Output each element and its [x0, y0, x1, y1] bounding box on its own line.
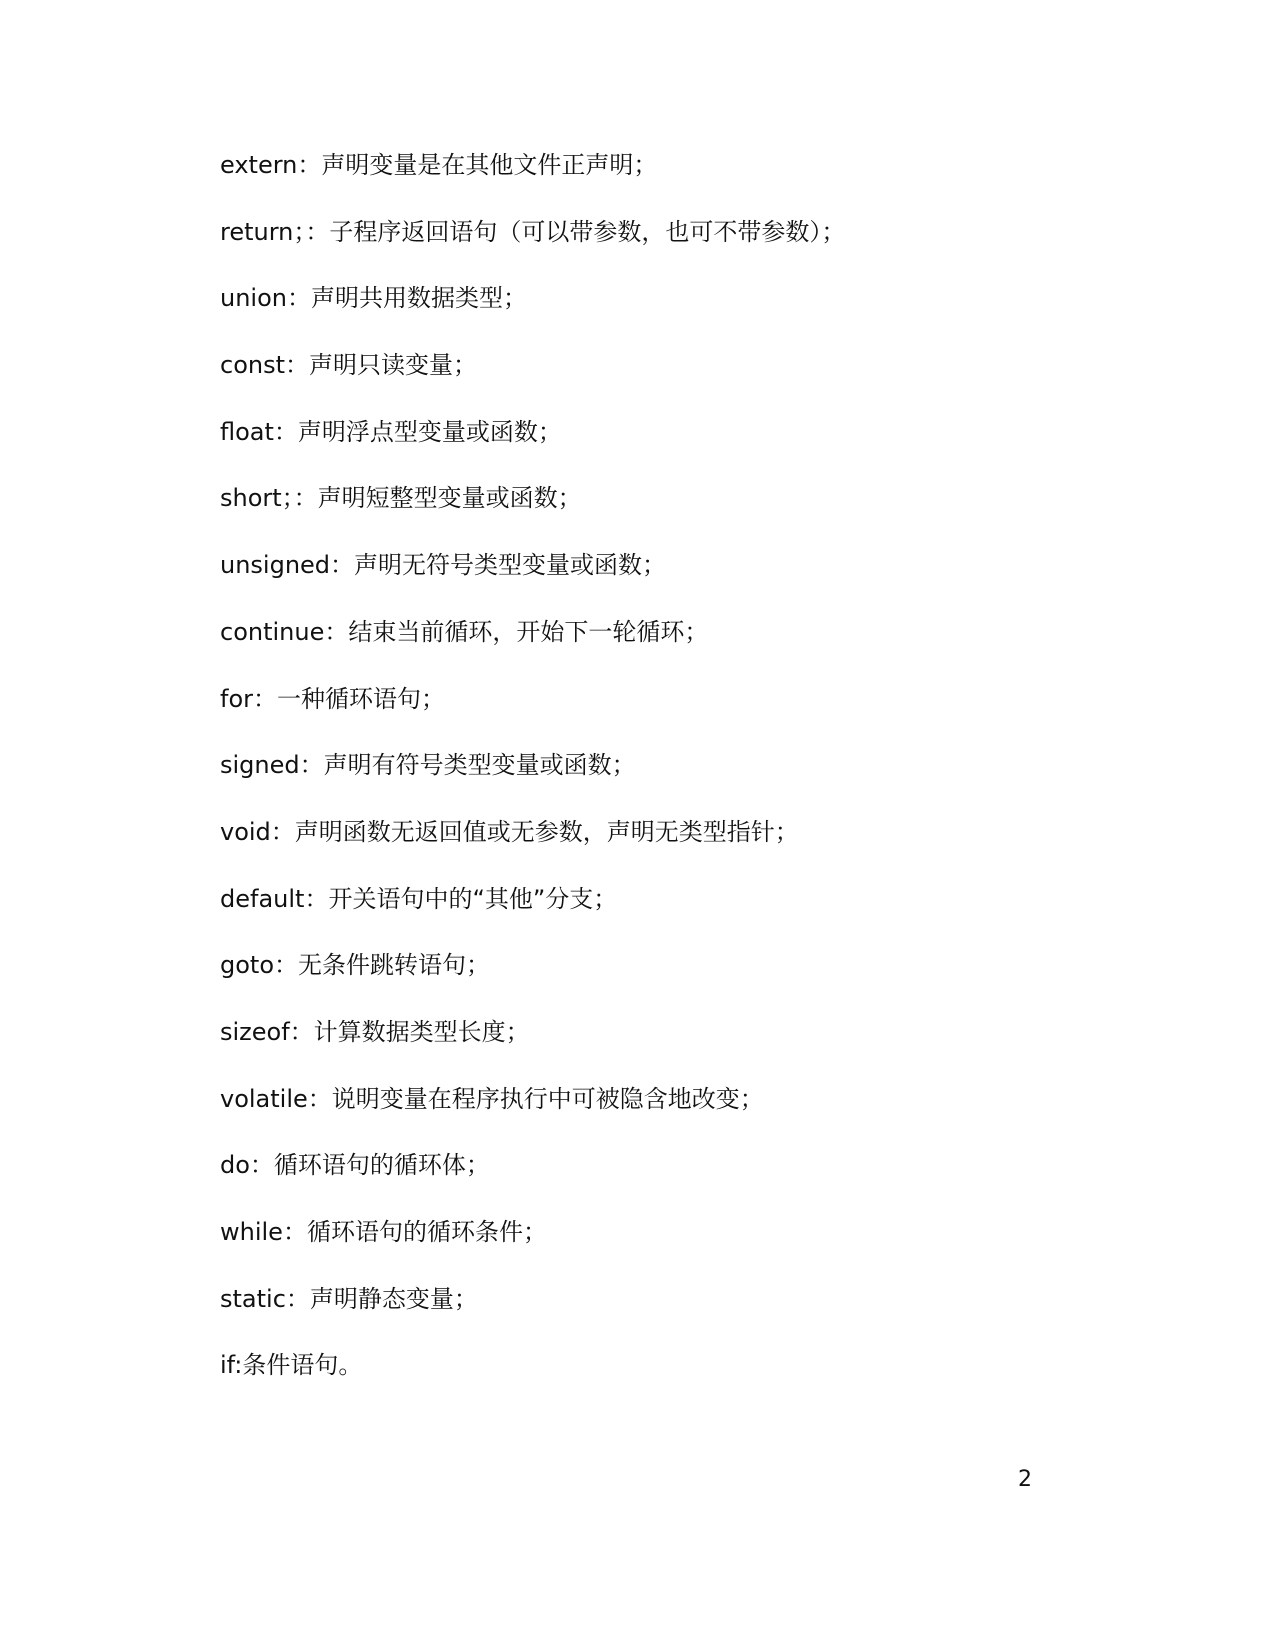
keyword-line-default: default：开关语句中的“其他”分支； [220, 884, 618, 913]
keyword-line-signed: signed：声明有符号类型变量或函数； [220, 751, 636, 780]
keyword-line-static: static：声明静态变量； [220, 1284, 478, 1313]
keyword-line-void: void：声明函数无返回值或无参数，声明无类型指针； [220, 817, 799, 846]
keyword-line-volatile: volatile：说明变量在程序执行中可被隐含地改变； [220, 1084, 764, 1113]
keyword-line-do: do：循环语句的循环体； [220, 1151, 490, 1180]
keyword-line-if: if:条件语句。 [220, 1351, 363, 1380]
keyword-line-const: const：声明只读变量； [220, 351, 478, 380]
keyword-line-for: for：一种循环语句； [220, 684, 445, 713]
keyword-line-extern: extern：声明变量是在其他文件正声明； [220, 151, 658, 179]
keyword-line-continue: continue：结束当前循环，开始下一轮循环； [220, 617, 709, 646]
keyword-line-sizeof: sizeof：计算数据类型长度； [220, 1017, 530, 1046]
keyword-list [220, 148, 1120, 1415]
keyword-line-return: return；：子程序返回语句（可以带参数，也可不带参数）； [220, 217, 846, 246]
keyword-line-unsigned: unsigned：声明无符号类型变量或函数； [220, 551, 667, 580]
keyword-line-goto: goto：无条件跳转语句； [220, 951, 491, 980]
keyword-line-union: union：声明共用数据类型； [220, 284, 527, 313]
keyword-line-short: short；：声明短整型变量或函数； [220, 484, 582, 513]
keyword-line-while: while：循环语句的循环条件； [220, 1218, 547, 1246]
keyword-line-float: float：声明浮点型变量或函数； [220, 417, 562, 446]
page-number: 2 [1018, 1467, 1032, 1492]
